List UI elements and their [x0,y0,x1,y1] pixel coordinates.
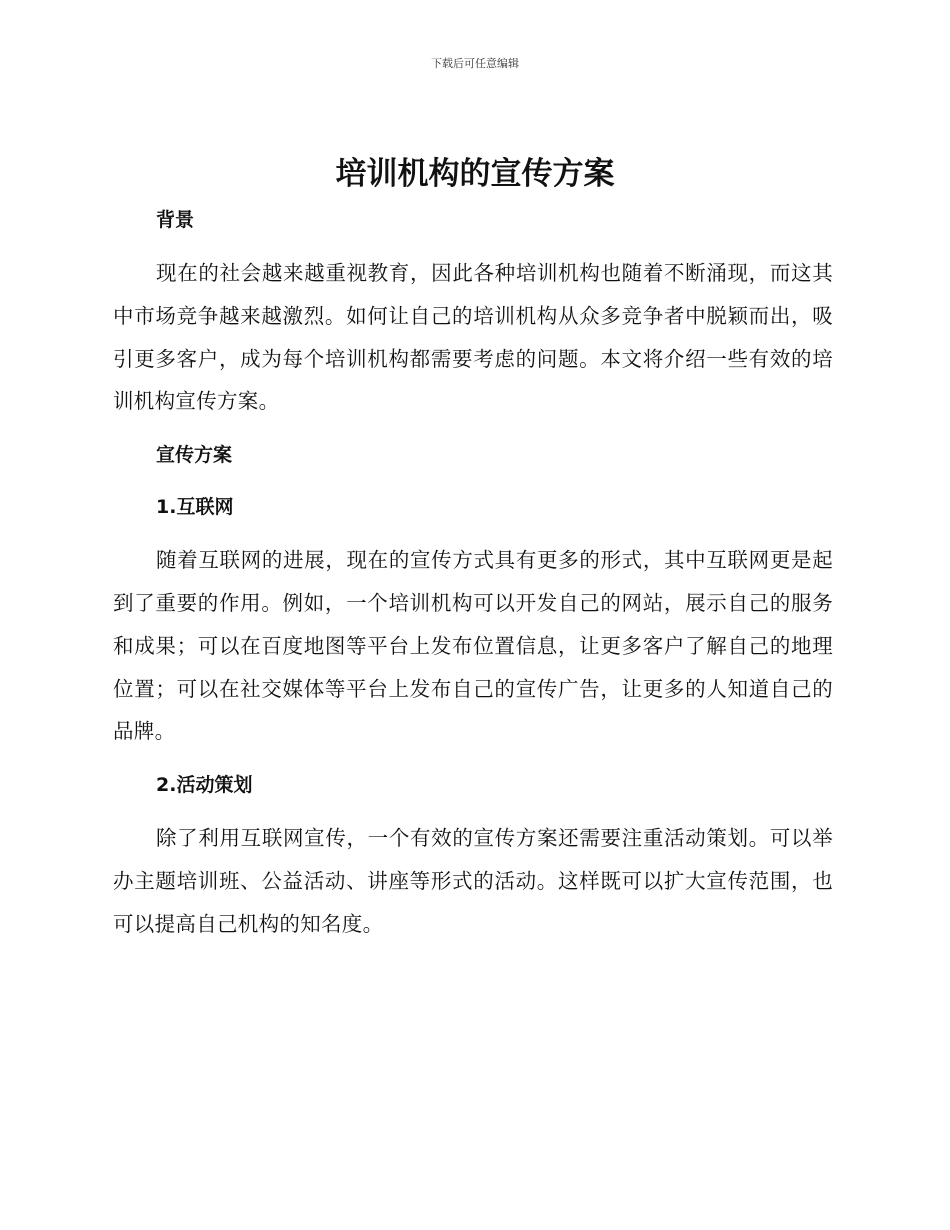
section-heading-background: 背景 [156,209,195,231]
section-heading-internet: 1.互联网 [156,496,234,519]
paragraph-event-planning: 除了利用互联网宣传，一个有效的宣传方案还需要注重活动策划。可以举办主题培训班、公益活动、讲座等形式的活动。这样既可以扩大宣传范围，也可以提高自己机构的知名度。 [113,826,833,936]
section-heading-event-planning: 2.活动策划 [156,774,253,797]
paragraph-background: 现在的社会越来越重视教育，因此各种培训机构也随着不断涌现，而这其中市场竞争越来越激烈。如何让自己的培训机构从众多竞争者中脱颖而出，吸引更多客户，成为每个培训机构都需要考虑的问题。本文将介绍一些有效的培训机构宣传方案。 [113,261,833,414]
document-title: 培训机构的宣传方案 [335,156,615,192]
section-heading-promotion-plan: 宣传方案 [156,444,233,467]
paragraph-internet: 随着互联网的进展，现在的宣传方式具有更多的形式，其中互联网更是起到了重要的作用。例如，一个培训机构可以开发自己的网站，展示自己的服务和成果；可以在百度地图等平台上发布位置信息，让更多客户了解自己的地理位置；可以在社交媒体等平台上发布自己的宣传广告，让更多的人知道自己的品牌。 [113,548,833,744]
document-body [113,200,833,946]
header-note: 下载后可任意编辑 [431,57,519,70]
